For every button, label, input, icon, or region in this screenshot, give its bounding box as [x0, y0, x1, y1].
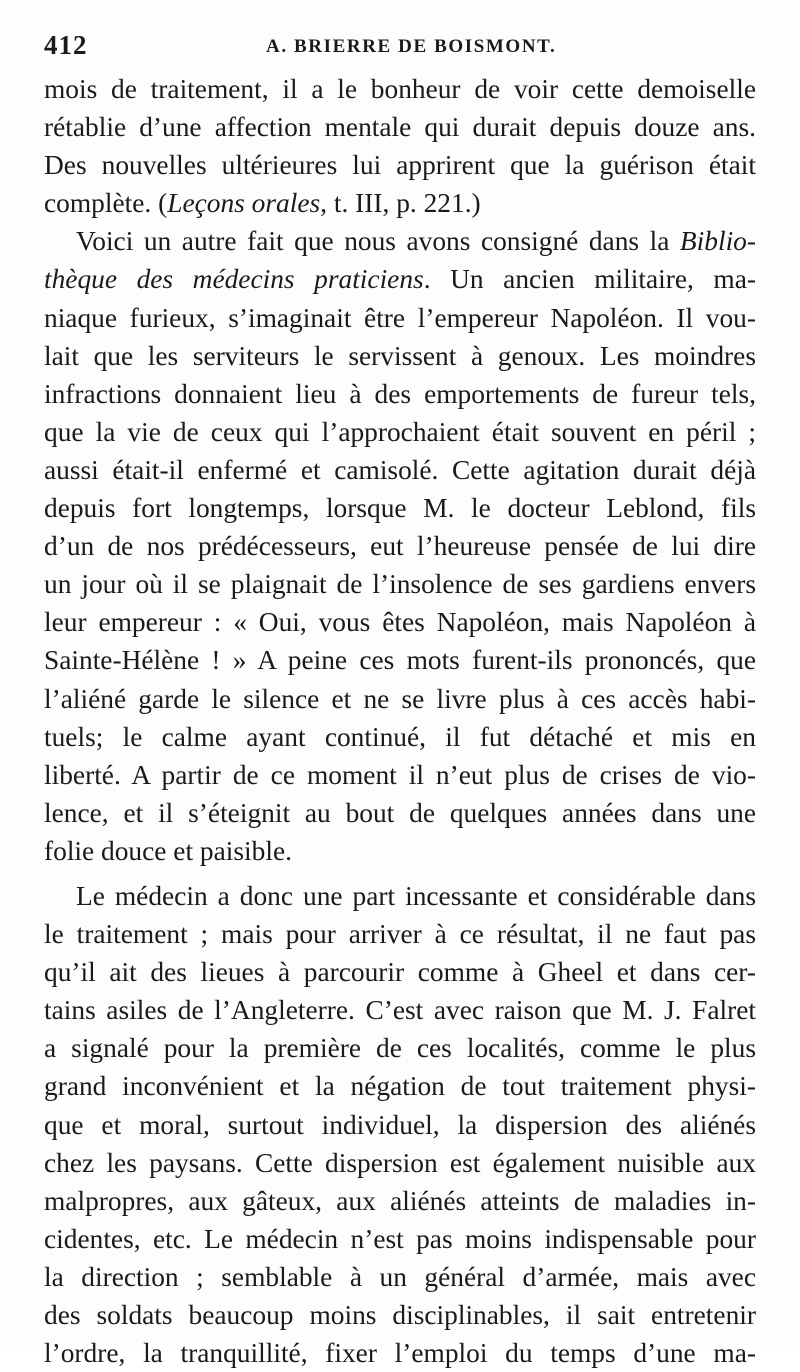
page-header: [44, 30, 756, 64]
paragraph-gap: [44, 870, 756, 877]
text-line: leur empereur : « Oui, vous êtes Napoléon, mais Napoléon à: [44, 607, 756, 638]
text-line: depuis fort longtemps, lorsque M. le docteur Leblond, fils: [44, 493, 756, 524]
text-line: Des nouvelles ultérieures lui apprirent que la guérison était: [44, 150, 756, 181]
text-line: liberté. A partir de ce moment il n’eut plus de crises de vio-: [44, 759, 756, 790]
text-line: tuels; le calme ayant continué, il fut détaché et mis en: [44, 721, 756, 752]
text-line: un jour où il se plaignait de l’insolence de ses gardiens envers: [44, 569, 756, 600]
text-line: lait que les serviteurs le servissent à genoux. Les moindres: [44, 340, 756, 371]
text-line: que et moral, surtout individuel, la dispersion des aliénés: [44, 1109, 756, 1140]
text-line: rétablie d’une affection mentale qui durait depuis douze ans.: [44, 112, 756, 143]
text-line: infractions donnaient lieu à des emportements de fureur tels,: [44, 378, 756, 409]
text-line: aussi était-il enfermé et camisolé. Cette agitation durait déjà: [44, 454, 756, 485]
text-line: Voici un autre fait que nous avons consigné dans la Biblio-: [76, 226, 756, 257]
text-line: thèque des médecins praticiens. Un ancien militaire, ma-: [44, 264, 756, 295]
text-line: chez les paysans. Cette dispersion est également nuisible aux: [44, 1147, 756, 1178]
text-line: que la vie de ceux qui l’approchaient était souvent en péril ;: [44, 416, 756, 447]
text-line: cidentes, etc. Le médecin n’est pas moins indispensable pour: [44, 1223, 756, 1254]
text-line: complète. (Leçons orales, t. III, p. 221.): [44, 188, 481, 219]
text-line: d’un de nos prédécesseurs, eut l’heureuse pensée de lui dire: [44, 531, 756, 562]
text-line: le traitement ; mais pour arriver à ce résultat, il ne faut pas: [44, 919, 756, 950]
running-head: A. BRIERRE DE BOISMONT.: [266, 36, 557, 57]
text-line: lence, et il s’éteignit au bout de quelques années dans une: [44, 797, 756, 828]
text-line: a signalé pour la première de ces localités, comme le plus: [44, 1033, 756, 1064]
text-line: Sainte-Hélène ! » A peine ces mots furent-ils prononcés, que: [44, 645, 756, 676]
text-line: des soldats beaucoup moins disciplinables, il sait entretenir: [44, 1300, 756, 1330]
text-line: la direction ; semblable à un général d’armée, mais avec: [44, 1261, 756, 1292]
body-text: [44, 70, 756, 1372]
text-line: folie douce et paisible.: [44, 835, 292, 866]
text-line: Le médecin a donc une part incessante et considérable dans: [76, 880, 756, 911]
text-line: qu’il ait des lieues à parcourir comme à Gheel et dans cer-: [44, 957, 756, 988]
text-line: mois de traitement, il a le bonheur de voir cette demoiselle: [44, 74, 756, 104]
text-line: grand inconvénient et la négation de tout traitement physi-: [44, 1071, 756, 1102]
text-line: tains asiles de l’Angleterre. C’est avec raison que M. J. Falret: [44, 995, 756, 1026]
text-line: niaque furieux, s’imaginait être l’empereur Napoléon. Il vou-: [44, 302, 756, 333]
page-number: 412: [44, 30, 88, 60]
text-line: malpropres, aux gâteux, aux aliénés atteints de maladies in-: [44, 1185, 756, 1216]
text-line: l’aliéné garde le silence et ne se livre plus à ces accès habi-: [44, 683, 756, 714]
text-line: l’ordre, la tranquillité, fixer l’emploi du temps d’une ma-: [44, 1338, 756, 1369]
